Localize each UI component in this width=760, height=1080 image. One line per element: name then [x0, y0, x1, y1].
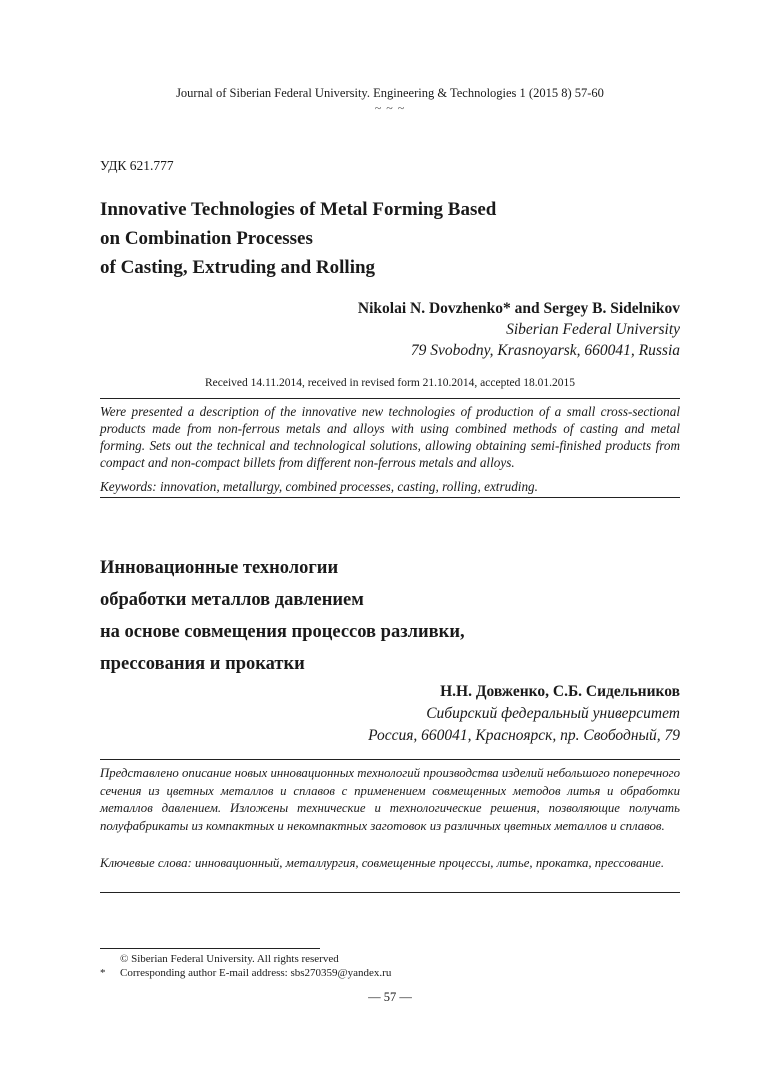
corresponding-email: Corresponding author E-mail address: sbs270359@yandex.ru	[120, 967, 392, 979]
copyright-footnote	[100, 952, 339, 966]
russian-title-line: обработки металлов давлением	[100, 590, 364, 610]
russian-title-line: Инновационные технологии	[100, 558, 339, 578]
russian-authors: Н.Н. Довженко, С.Б. Сидельников	[440, 683, 680, 700]
english-authors: Nikolai N. Dovzhenko* and Sergey B. Sidelnikov	[357, 300, 680, 317]
english-author-block	[358, 298, 680, 361]
divider	[100, 398, 680, 399]
divider	[100, 892, 680, 893]
english-title	[100, 195, 496, 282]
russian-title	[100, 552, 465, 680]
english-title-line: Innovative Technologies of Metal Forming Based	[100, 199, 497, 220]
page-number: — 57 —	[368, 990, 412, 1004]
russian-title-line: на основе совмещения процессов разливки,	[100, 622, 465, 642]
footnote-rule	[100, 948, 320, 949]
journal-header: Journal of Siberian Federal University. Engineering & Technologies 1 (2015 8) 57-60	[176, 86, 604, 100]
divider	[100, 759, 680, 760]
copyright-text: © Siberian Federal University. All rights reserved	[120, 953, 339, 965]
english-affiliation: Siberian Federal University	[506, 321, 680, 338]
english-title-line: on Combination Processes	[100, 228, 313, 249]
header-ornament: ~ ~ ~	[374, 101, 406, 115]
english-keywords: Keywords: innovation, metallurgy, combined processes, casting, rolling, extruding.	[100, 479, 538, 494]
russian-keywords: Ключевые слова: инновационный, металлургия, совмещенные процессы, литье, прокатка, прессование.	[100, 856, 665, 870]
divider	[100, 497, 680, 498]
russian-author-block	[368, 681, 680, 747]
russian-abstract: Представлено описание новых инновационных технологий производства изделий небольшого поперечного сечения из цветных металлов и сплавов с применением совмещенных методов литья и обработки металлов давлением. Изложены технические и технологические решения, позволяющие получать полуфабрикаты из компактных и некомпактных заготовок из различных цветных металлов и сплавов.	[100, 766, 680, 833]
english-title-line: of Casting, Extruding and Rolling	[100, 257, 376, 278]
english-address: 79 Svobodny, Krasnoyarsk, 660041, Russia	[410, 342, 680, 359]
english-abstract: Were presented a description of the innovative new technologies of production of a small cross-sectional products made from non-ferrous metals and alloys with using combined methods of casting and metal forming. Sets out the technical and technological solutions, allowing obtaining semi-finished products from compact and non-compact billets from different non-ferrous metals and alloys.	[100, 404, 680, 470]
corresponding-footnote	[100, 966, 391, 980]
received-dates: Received 14.11.2014, received in revised form 21.10.2014, accepted 18.01.2015	[204, 377, 576, 389]
udk-code: УДК 621.777	[100, 158, 174, 173]
russian-title-line: прессования и прокатки	[100, 654, 305, 674]
russian-affiliation: Сибирский федеральный университет	[426, 705, 680, 722]
russian-address: Россия, 660041, Красноярск, пр. Свободный, 79	[368, 727, 680, 744]
footnote-asterisk: *	[100, 967, 106, 979]
